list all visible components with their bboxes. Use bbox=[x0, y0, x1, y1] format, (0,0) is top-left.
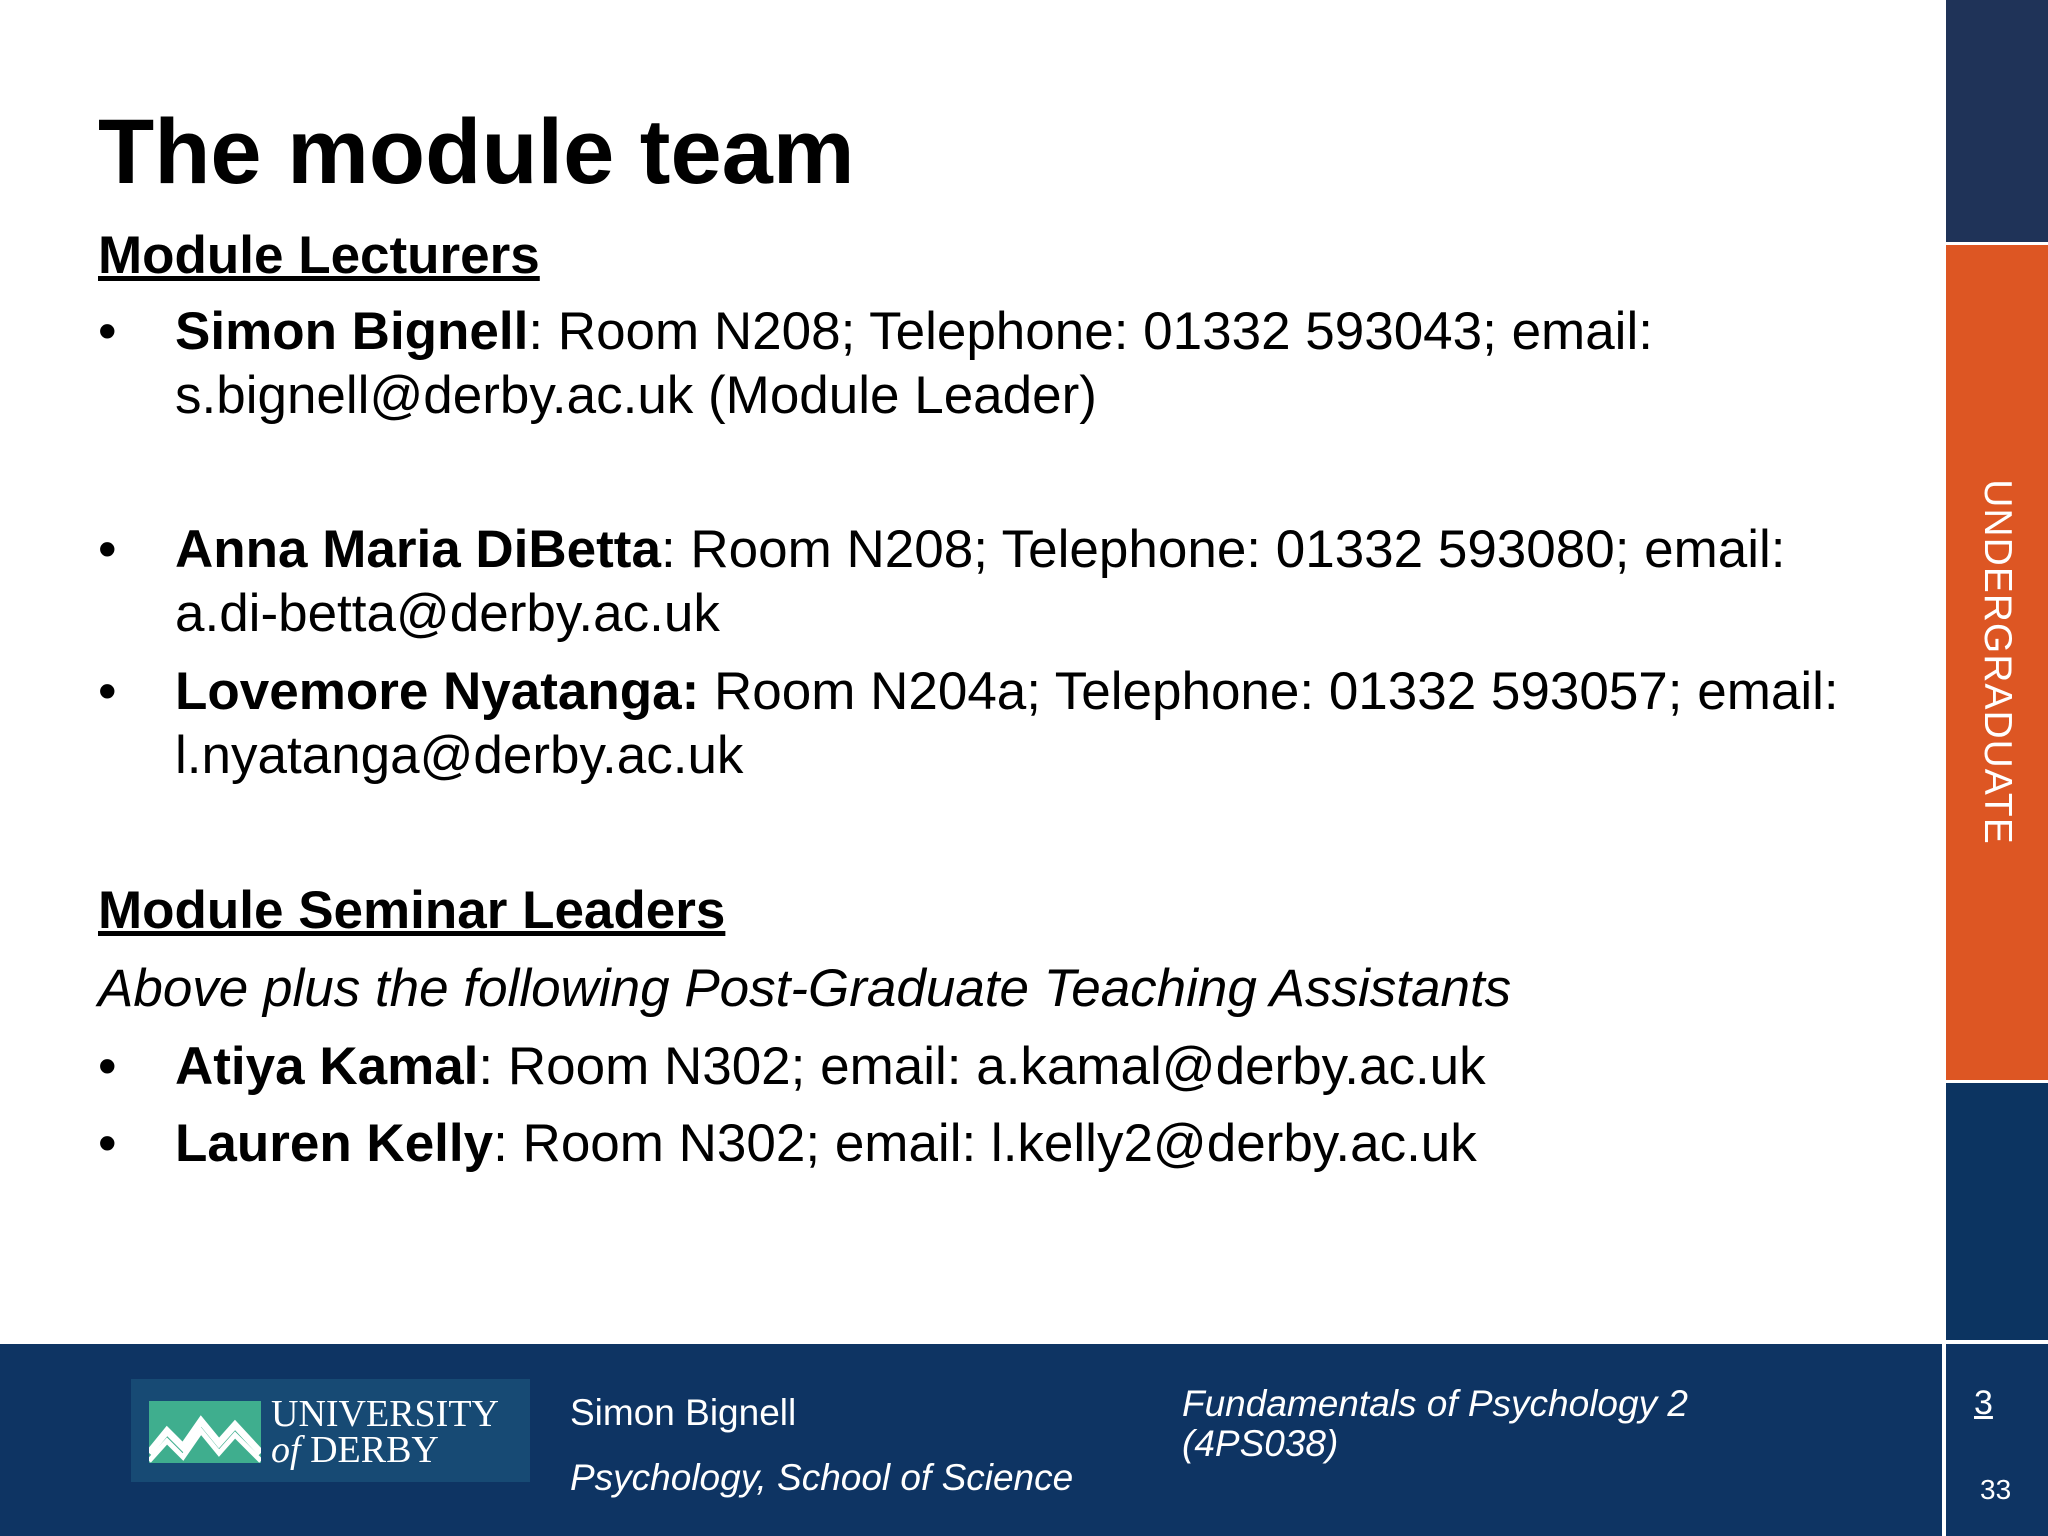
lecturer-name: Lovemore Nyatanga: bbox=[175, 662, 700, 721]
footer-department: Psychology, School of Science bbox=[570, 1457, 1074, 1498]
lecturer-item bbox=[98, 518, 1858, 646]
lecturer-name: Simon Bignell bbox=[175, 302, 529, 361]
seminar-intro: Above plus the following Post-Graduate Teaching Assistants bbox=[98, 959, 1512, 1018]
footer-presenter: Simon Bignell bbox=[570, 1392, 797, 1433]
lecturer-item bbox=[98, 660, 1858, 788]
logo-text-university: UNIVERSITY bbox=[271, 1393, 499, 1435]
seminar-heading: Module Seminar Leaders bbox=[98, 881, 726, 940]
university-logo bbox=[131, 1379, 530, 1482]
mountains-logo-icon bbox=[149, 1401, 261, 1463]
lecturer-details: : Room N208; Telephone: 01332 593043; email: s.bignell@derby.ac.uk (Module Leader) bbox=[175, 302, 1653, 425]
lecturer-details: Room N204a; Telephone: 01332 593057; email: l.nyatanga@derby.ac.uk bbox=[175, 662, 1839, 785]
page-number: 33 bbox=[1980, 1474, 2012, 1505]
seminar-leader-name: Atiya Kamal bbox=[175, 1037, 479, 1096]
lecturers-heading: Module Lecturers bbox=[98, 226, 540, 285]
slide-title: The module team bbox=[98, 101, 855, 203]
footer-course: Fundamentals of Psychology 2 (4PS038) bbox=[1182, 1383, 1688, 1464]
seminar-leader-details: : Room N302; email: l.kelly2@derby.ac.uk bbox=[493, 1114, 1477, 1173]
slide-footer bbox=[0, 1344, 1942, 1536]
seminar-leader-name: Lauren Kelly bbox=[175, 1114, 494, 1173]
slide-number: 3 bbox=[1974, 1384, 1993, 1422]
seminar-leader-item bbox=[98, 1035, 1858, 1099]
seminar-leader-details: : Room N302; email: a.kamal@derby.ac.uk bbox=[478, 1037, 1486, 1096]
logo-text-derby: of DERBY bbox=[271, 1429, 439, 1471]
bullet-marker: • bbox=[98, 662, 117, 721]
bullet-marker: • bbox=[98, 302, 117, 361]
lecturer-details: : Room N208; Telephone: 01332 593080; email: a.di-betta@derby.ac.uk bbox=[175, 520, 1786, 643]
bullet-marker: • bbox=[98, 520, 117, 579]
bullet-marker: • bbox=[98, 1037, 117, 1096]
lecturer-name: Anna Maria DiBetta bbox=[175, 520, 661, 579]
undergraduate-label: UNDERGRADUATE bbox=[1976, 479, 2019, 845]
seminar-leader-item bbox=[98, 1112, 1858, 1176]
lecturer-item bbox=[98, 300, 1858, 428]
footer-slide-number-box bbox=[1946, 1344, 2048, 1536]
side-band-top bbox=[1946, 0, 2048, 242]
side-band-bottom bbox=[1946, 1083, 2048, 1340]
bullet-marker: • bbox=[98, 1114, 117, 1173]
